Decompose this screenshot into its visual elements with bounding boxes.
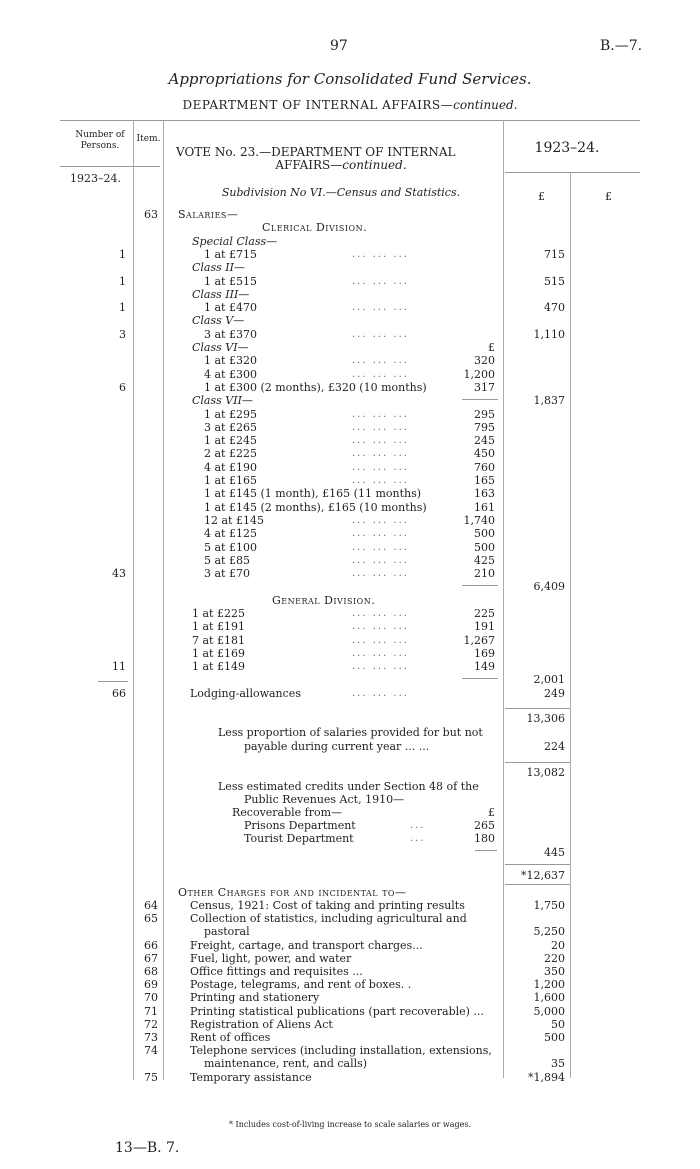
- line-description: 1 at £515: [204, 275, 257, 288]
- charge-amount: 50: [551, 1018, 565, 1031]
- line-description: Lodging-allowances: [190, 687, 301, 700]
- charge-description: pastoral: [204, 925, 250, 938]
- sub-amount: 165: [474, 474, 495, 487]
- charge-amount: 20: [551, 939, 565, 952]
- line-description: 1 at £715: [204, 248, 257, 261]
- line-description: 1 at £245: [204, 434, 257, 447]
- leader-dots: ... ... ...: [352, 409, 409, 420]
- number-of-persons-header: Number of Persons.: [75, 130, 125, 151]
- line-description: Class II—: [192, 261, 245, 274]
- persons-count: 66: [112, 687, 126, 700]
- prisons-amount: 265: [474, 819, 495, 832]
- leader-dots: ... ... ...: [352, 688, 409, 699]
- line-description: 12 at £145: [204, 514, 264, 527]
- other-charges-heading: Other Charges for and incidental to—: [178, 886, 407, 899]
- sub-amount: 225: [474, 607, 495, 620]
- charge-description: Printing and stationery: [190, 991, 320, 1004]
- persons-count: 3: [119, 328, 126, 341]
- line-description: Salaries—: [178, 208, 239, 221]
- less-2-amount: 445: [544, 846, 565, 859]
- persons-count: 1: [119, 275, 126, 288]
- line-description: 1 at £165: [204, 474, 257, 487]
- leader-dots: ... ... ...: [352, 542, 409, 553]
- column-total: 515: [544, 275, 565, 288]
- persons-count: 11: [112, 660, 126, 673]
- persons-count: 1: [119, 248, 126, 261]
- item-number: 75: [144, 1071, 158, 1084]
- total-1: 13,306: [526, 712, 565, 725]
- footer-ref: 13—B. 7.: [115, 1140, 180, 1156]
- header-rule-top: [60, 120, 640, 121]
- sub-amount: 1,740: [463, 514, 495, 527]
- item-number: 73: [144, 1031, 158, 1044]
- total-3: *12,637: [521, 869, 565, 882]
- item-number: 72: [144, 1018, 158, 1031]
- item-number: 66: [144, 939, 158, 952]
- year-right: 1923–24.: [534, 140, 600, 156]
- line-description: 1 at £149: [192, 660, 245, 673]
- line-description: 1 at £145 (2 months), £165 (10 months): [204, 501, 427, 514]
- line-description: 1 at £169: [192, 647, 245, 660]
- sub-amount: 317: [474, 381, 495, 394]
- item-number: 67: [144, 952, 158, 965]
- charge-amount: *1,894: [528, 1071, 565, 1084]
- leader-dots: ... ... ...: [352, 621, 409, 632]
- leader-dots: ... ... ...: [352, 249, 409, 260]
- sub-amount: 500: [474, 541, 495, 554]
- charge-amount: 35: [551, 1057, 565, 1070]
- line-description: Class V—: [192, 314, 245, 327]
- sub-amount: 169: [474, 647, 495, 660]
- column-total: 2,001: [533, 673, 565, 686]
- column-total: 1,837: [533, 394, 565, 407]
- charge-description: Telephone services (including installation, extensions,: [190, 1044, 492, 1057]
- page-title: Appropriations for Consolidated Fund Services.: [168, 70, 532, 88]
- vote-title-2: AFFAIRS—continued.: [275, 158, 407, 172]
- line-description: 4 at £190: [204, 461, 257, 474]
- line-description: Special Class—: [192, 235, 278, 248]
- less-2-line-1: Less estimated credits under Section 48 of the: [218, 780, 479, 793]
- charge-description: Temporary assistance: [190, 1071, 312, 1084]
- line-description: Clerical Division.: [262, 221, 368, 234]
- item-header: Item.: [136, 134, 161, 144]
- column-total: 249: [544, 687, 565, 700]
- leader-dots: ... ... ...: [352, 475, 409, 486]
- rule: [505, 708, 570, 709]
- sub-amount: 500: [474, 527, 495, 540]
- line-description: 1 at £145 (1 month), £165 (11 months): [204, 487, 422, 500]
- line-description: Class III—: [192, 288, 250, 301]
- line-description: 5 at £85: [204, 554, 250, 567]
- less-1-amount: 224: [544, 740, 565, 753]
- line-description: 1 at £191: [192, 620, 245, 633]
- leader-dots: ... ... ...: [352, 329, 409, 340]
- leader-dots: ... ... ...: [352, 276, 409, 287]
- less-1-line-1: Less proportion of salaries provided for but not: [218, 726, 483, 739]
- sub-amount: 210: [474, 567, 495, 580]
- line-description: Class VI—: [192, 341, 249, 354]
- charge-amount: 220: [544, 952, 565, 965]
- leader-dots: ... ... ...: [352, 448, 409, 459]
- leader-dots: ... ... ...: [352, 635, 409, 646]
- leader-dots: ... ... ...: [352, 661, 409, 672]
- leader-dots: ... ... ...: [352, 355, 409, 366]
- col-rule-1: [133, 120, 134, 1080]
- charge-description: Census, 1921: Cost of taking and printing results: [190, 899, 465, 912]
- less-1-line-2: payable during current year ... ...: [244, 740, 430, 753]
- col-rule-3: [503, 120, 504, 1078]
- line-description: 4 at £125: [204, 527, 257, 540]
- sub-amount: 1,200: [463, 368, 495, 381]
- sub-amount: 1,267: [463, 634, 495, 647]
- leader-dots: ... ... ...: [352, 648, 409, 659]
- charge-amount: 5,250: [533, 925, 565, 938]
- charge-description: Printing statistical publications (part recoverable) ...: [190, 1005, 484, 1018]
- line-description: 1 at £300 (2 months), £320 (10 months): [204, 381, 427, 394]
- page-ref: B.—7.: [600, 38, 643, 54]
- column-total: 470: [544, 301, 565, 314]
- leader-dots: ...: [410, 820, 426, 831]
- line-description: 1 at £470: [204, 301, 257, 314]
- rule: [505, 864, 570, 865]
- sub-amount: 320: [474, 354, 495, 367]
- total-2: 13,082: [526, 766, 565, 779]
- item-number: 63: [144, 208, 158, 221]
- prisons-label: Prisons Department: [244, 819, 356, 832]
- leader-dots: ... ... ...: [352, 555, 409, 566]
- item-number: 65: [144, 912, 158, 925]
- pound-col-2: £: [605, 190, 612, 203]
- line-description: 3 at £70: [204, 567, 250, 580]
- sub-amount: £: [488, 341, 495, 354]
- sub-amount: 425: [474, 554, 495, 567]
- leader-dots: ... ... ...: [352, 608, 409, 619]
- charge-amount: 5,000: [533, 1005, 565, 1018]
- leader-dots: ... ... ...: [352, 302, 409, 313]
- charge-description: maintenance, rent, and calls): [204, 1057, 368, 1070]
- line-description: 7 at £181: [192, 634, 245, 647]
- tourist-amount: 180: [474, 832, 495, 845]
- sum-rule: [462, 585, 498, 586]
- charge-amount: 500: [544, 1031, 565, 1044]
- leader-dots: ... ... ...: [352, 369, 409, 380]
- persons-rule: [98, 681, 128, 682]
- item-number: 69: [144, 978, 158, 991]
- leader-dots: ...: [410, 833, 426, 844]
- tourist-label: Tourist Department: [244, 832, 354, 845]
- charge-amount: 350: [544, 965, 565, 978]
- leader-dots: ... ... ...: [352, 462, 409, 473]
- line-description: 3 at £370: [204, 328, 257, 341]
- column-total: 1,110: [533, 328, 565, 341]
- sub-amount: 191: [474, 620, 495, 633]
- item-number: 74: [144, 1044, 158, 1057]
- footnote: * Includes cost-of-living increase to scale salaries or wages.: [228, 1120, 472, 1129]
- charge-amount: 1,600: [533, 991, 565, 1004]
- item-number: 71: [144, 1005, 158, 1018]
- less-2-line-2: Public Revenues Act, 1910—: [244, 793, 405, 806]
- line-description: 3 at £265: [204, 421, 257, 434]
- header-rule-right: [505, 172, 640, 173]
- col-rule-4: [570, 172, 571, 1078]
- subdivision-title: Subdivision No VI.—Census and Statistics.: [221, 186, 461, 199]
- less-2-line-3: Recoverable from—: [232, 806, 343, 819]
- sub-amount: 149: [474, 660, 495, 673]
- rule: [505, 762, 570, 763]
- charge-description: Postage, telegrams, and rent of boxes. .: [190, 978, 412, 991]
- leader-dots: ... ... ...: [352, 515, 409, 526]
- item-number: 64: [144, 899, 158, 912]
- leader-dots: ... ... ...: [352, 435, 409, 446]
- leader-dots: ... ... ...: [352, 568, 409, 579]
- line-description: 1 at £295: [204, 408, 257, 421]
- rule: [475, 850, 497, 851]
- persons-count: 1: [119, 301, 126, 314]
- page-number: 97: [330, 38, 348, 54]
- rule: [505, 884, 570, 885]
- charge-amount: 1,200: [533, 978, 565, 991]
- sub-amount: 245: [474, 434, 495, 447]
- line-description: 1 at £320: [204, 354, 257, 367]
- sum-rule: [462, 399, 498, 400]
- line-description: 1 at £225: [192, 607, 245, 620]
- sub-amount: 450: [474, 447, 495, 460]
- line-description: 5 at £100: [204, 541, 257, 554]
- sub-amount: 795: [474, 421, 495, 434]
- line-description: General Division.: [272, 594, 376, 607]
- col-rule-2: [163, 120, 164, 1080]
- charge-description: Registration of Aliens Act: [190, 1018, 333, 1031]
- sub-amount: 161: [474, 501, 495, 514]
- charge-description: Fuel, light, power, and water: [190, 952, 352, 965]
- column-total: 6,409: [533, 580, 565, 593]
- sub-amount: 295: [474, 408, 495, 421]
- year-left: 1923–24.: [70, 172, 121, 185]
- charge-description: Rent of offices: [190, 1031, 271, 1044]
- persons-count: 6: [119, 381, 126, 394]
- line-description: 2 at £225: [204, 447, 257, 460]
- pound-col-1: £: [538, 190, 545, 203]
- charge-amount: 1,750: [533, 899, 565, 912]
- leader-dots: ... ... ...: [352, 422, 409, 433]
- line-description: 4 at £300: [204, 368, 257, 381]
- charge-description: Collection of statistics, including agricultural and: [190, 912, 467, 925]
- department-heading: DEPARTMENT OF INTERNAL AFFAIRS—continued.: [182, 98, 518, 112]
- vote-title: VOTE No. 23.—DEPARTMENT OF INTERNAL: [176, 145, 456, 159]
- charge-description: Office fittings and requisites ...: [190, 965, 363, 978]
- persons-count: 43: [112, 567, 126, 580]
- item-number: 68: [144, 965, 158, 978]
- header-rule-left: [60, 166, 160, 167]
- less-2-pound: £: [488, 806, 495, 819]
- column-total: 715: [544, 248, 565, 261]
- charge-description: Freight, cartage, and transport charges...: [190, 939, 423, 952]
- item-number: 70: [144, 991, 158, 1004]
- leader-dots: ... ... ...: [352, 528, 409, 539]
- line-description: Class VII—: [192, 394, 253, 407]
- sub-amount: 760: [474, 461, 495, 474]
- sub-amount: 163: [474, 487, 495, 500]
- sum-rule: [462, 678, 498, 679]
